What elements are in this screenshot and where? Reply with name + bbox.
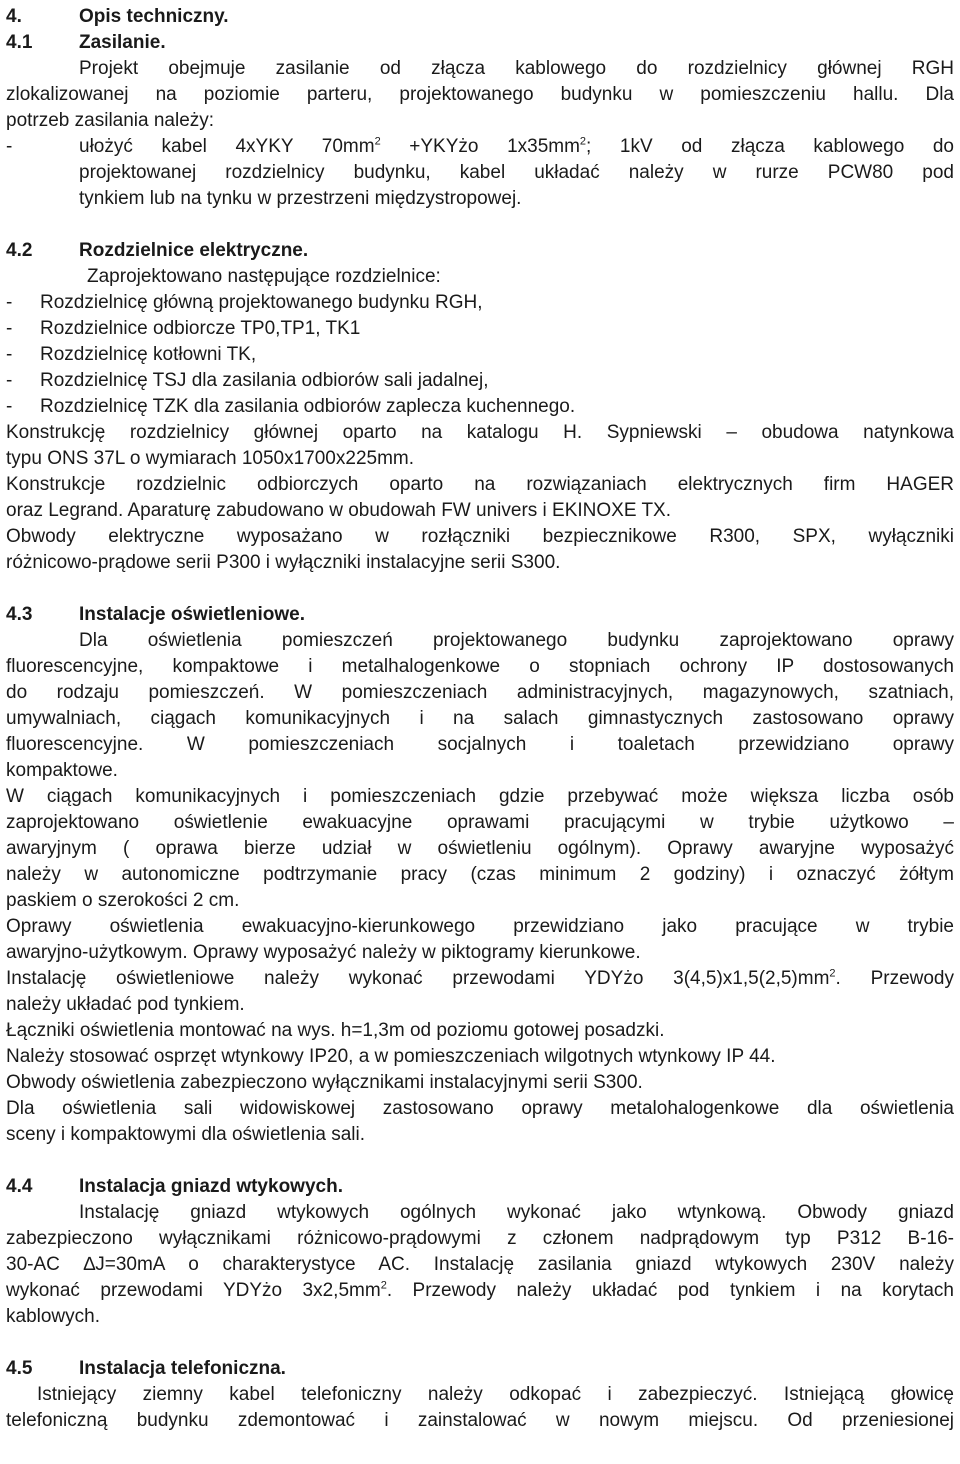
list-item-text: Rozdzielnicę TSJ dla zasilania odbiorów sali jadalnej,	[40, 370, 489, 391]
list-item-text	[40, 134, 954, 160]
paragraph-line: Obwody oświetlenia zabezpieczono wyłącznikami instalacyjnymi serii S300.	[6, 1072, 643, 1093]
paragraph-line: Należy stosować osprzęt wtynkowy IP20, a w pomieszczeniach wilgotnych wtynkowy IP 44.	[6, 1046, 776, 1067]
text-fragment: . Przewody należy układać pod tynkiem i na korytach	[386, 1280, 954, 1301]
paragraph-line: do rodzaju pomieszczeń. W pomieszczeniach administracyjnych, magazynowych, szatniach,	[6, 682, 954, 703]
text-fragment: +YKYżo 1x35mm	[380, 136, 580, 157]
subsection-title: Zasilanie.	[79, 32, 166, 53]
paragraph-line: Konstrukcję rozdzielnicy głównej oparto na katalogu H. Sypniewski – obudowa natynkowa	[6, 422, 954, 443]
list-item-text: Rozdzielnicę główną projektowanego budynku RGH,	[40, 292, 483, 313]
subsection-heading-4-1	[6, 30, 954, 56]
subsection-title: Rozdzielnice elektryczne.	[79, 240, 309, 261]
list-dash: -	[6, 344, 13, 365]
paragraph-line: umywalniach, ciągach komunikacyjnych i na salach gimnastycznych zastosowano oprawy	[6, 708, 954, 729]
paragraph-line: Zaprojektowano następujące rozdzielnice:	[87, 266, 441, 287]
subsection-heading-4-3	[6, 602, 954, 628]
list-item	[6, 368, 954, 394]
paragraph-line: fluorescencyjne, kompaktowe i metalhalogenkowe o stopniach ochrony IP dostosowanych	[6, 656, 954, 677]
subsection-title: Instalacje oświetleniowe.	[79, 604, 305, 625]
paragraph-line: zaprojektowano oświetlenie ewakuacyjne oprawami pracującymi w trybie użytkowo –	[6, 812, 954, 833]
distribution-board-list	[6, 290, 954, 420]
paragraph-line: Dla oświetlenia pomieszczeń projektowanego budynku zaprojektowano oprawy	[79, 630, 954, 651]
subsection-number: 4.1	[6, 32, 33, 53]
subsection-number: 4.5	[6, 1358, 33, 1379]
list-item-text: Rozdzielnicę TZK dla zasilania odbiorów zaplecza kuchennego.	[40, 396, 576, 417]
paragraph-line: W ciągach komunikacyjnych i pomieszczeniach gdzie przebywać może większa liczba osób	[6, 786, 954, 807]
paragraph-line: awaryjno-użytkowym. Oprawy wyposażyć należy w piktogramy kierunkowe.	[6, 942, 641, 963]
list-item-continuation: projektowanej rozdzielnicy budynku, kabel układać należy w rurze PCW80 pod	[79, 162, 954, 183]
list-dash: -	[6, 292, 13, 313]
paragraph-line: należy w autonomiczne podtrzymanie pracy (czas minimum 2 godziny) i oznaczyć żółtym	[6, 864, 954, 885]
subsection-heading-4-4	[6, 1174, 954, 1200]
paragraph-line	[6, 966, 954, 992]
paragraph-line: Istniejący ziemny kabel telefoniczny należy odkopać i zabezpieczyć. Istniejącą głowicę	[37, 1384, 954, 1405]
section-number: 4.	[6, 6, 22, 27]
paragraph-line: oraz Legrand. Aparaturę zabudowano w obudowah FW univers i EKINOXE TX.	[6, 500, 672, 521]
paragraph-line: 30-AC ∆J=30mA o charakterystyce AC. Instalację zasilania gniazd wtykowych 230V należy	[6, 1254, 954, 1275]
paragraph-line: kablowych.	[6, 1306, 100, 1327]
section-heading	[6, 4, 954, 30]
paragraph-line: sceny i kompaktowymi dla oświetlenia sali.	[6, 1124, 366, 1145]
paragraph-line: kompaktowe.	[6, 760, 118, 781]
paragraph-line	[6, 1278, 954, 1304]
subsection-title: Instalacja telefoniczna.	[79, 1358, 286, 1379]
text-fragment: wykonać przewodami YDYżo 3x2,5mm	[6, 1280, 381, 1301]
superscript: 2	[380, 1279, 387, 1292]
paragraph-line: zabezpieczono wyłącznikami różnicowo-prądowymi z członem nadprądowym typ P312 B-16-	[6, 1228, 954, 1249]
text-fragment: . Przewody	[835, 968, 954, 989]
subsection-heading-4-5	[6, 1356, 954, 1382]
superscript: 2	[829, 967, 836, 980]
text-fragment: ; 1kV od złącza kablowego do	[586, 136, 954, 157]
paragraph-line: Konstrukcje rozdzielnic odbiorczych oparto na rozwiązaniach elektrycznych firm HAGER	[6, 474, 954, 495]
list-dash: -	[6, 370, 13, 391]
paragraph-line: zlokalizowanej na poziomie parteru, projektowanego budynku w pomieszczeniu hallu. Dla	[6, 84, 954, 105]
spacer	[6, 1148, 954, 1174]
paragraph-line: awaryjnym ( oprawa bierze udział w oświetleniu ogólnym). Oprawy awaryjne wyposażyć	[6, 838, 954, 859]
paragraph-line: różnicowo-prądowe serii P300 i wyłączniki instalacyjne serii S300.	[6, 552, 561, 573]
paragraph-line: Projekt obejmuje zasilanie od złącza kablowego do rozdzielnicy głównej RGH	[79, 58, 954, 79]
text-fragment: ułożyć kabel 4xYKY 70mm	[79, 136, 375, 157]
list-dash: -	[6, 136, 13, 157]
superscript: 2	[374, 135, 381, 148]
list-item-text: Rozdzielnice odbiorcze TP0,TP1, TK1	[40, 318, 361, 339]
spacer	[6, 576, 954, 602]
paragraph-line: Dla oświetlenia sali widowiskowej zastosowano oprawy metalohalogenkowe dla oświetlenia	[6, 1098, 954, 1119]
superscript: 2	[579, 135, 587, 148]
paragraph-line: Obwody elektryczne wyposażano w rozłączniki bezpiecznikowe R300, SPX, wyłączniki	[6, 526, 954, 547]
subsection-heading-4-2	[6, 238, 954, 264]
list-item-text: Rozdzielnicę kotłowni TK,	[40, 344, 257, 365]
spacer	[6, 1330, 954, 1356]
list-item-continuation: tynkiem lub na tynku w przestrzeni międzystropowej.	[79, 188, 522, 209]
subsection-title: Instalacja gniazd wtykowych.	[79, 1176, 343, 1197]
paragraph-line: Instalację gniazd wtykowych ogólnych wykonać jako wtynkową. Obwody gniazd	[79, 1202, 954, 1223]
paragraph-line: telefoniczną budynku zdemontować i zainstalować w nowym miejscu. Od przeniesionej	[6, 1410, 954, 1431]
spacer	[6, 212, 954, 238]
paragraph-line: Oprawy oświetlenia ewakuacyjno-kierunkowego przewidziano jako pracujące w trybie	[6, 916, 954, 937]
paragraph-line: typu ONS 37L o wymiarach 1050x1700x225mm.	[6, 448, 415, 469]
text-fragment: Instalację oświetleniowe należy wykonać przewodami YDYżo 3(4,5)x1,5(2,5)mm	[6, 968, 830, 989]
paragraph-line: fluorescencyjne. W pomieszczeniach socjalnych i toaletach przewidziano oprawy	[6, 734, 954, 755]
subsection-number: 4.3	[6, 604, 33, 625]
paragraph-line: należy układać pod tynkiem.	[6, 994, 245, 1015]
list-dash: -	[6, 318, 13, 339]
list-dash: -	[6, 396, 13, 417]
list-item	[6, 134, 954, 160]
paragraph-line: potrzeb zasilania należy:	[6, 110, 215, 131]
list-item	[6, 342, 954, 368]
subsection-number: 4.4	[6, 1176, 33, 1197]
list-item	[6, 316, 954, 342]
subsection-number: 4.2	[6, 240, 33, 261]
paragraph-line: Łączniki oświetlenia montować na wys. h=1,3m od poziomu gotowej posadzki.	[6, 1020, 665, 1041]
paragraph-line: paskiem o szerokości 2 cm.	[6, 890, 240, 911]
section-title: Opis techniczny.	[79, 6, 229, 27]
list-item	[6, 290, 954, 316]
list-item	[6, 394, 954, 420]
